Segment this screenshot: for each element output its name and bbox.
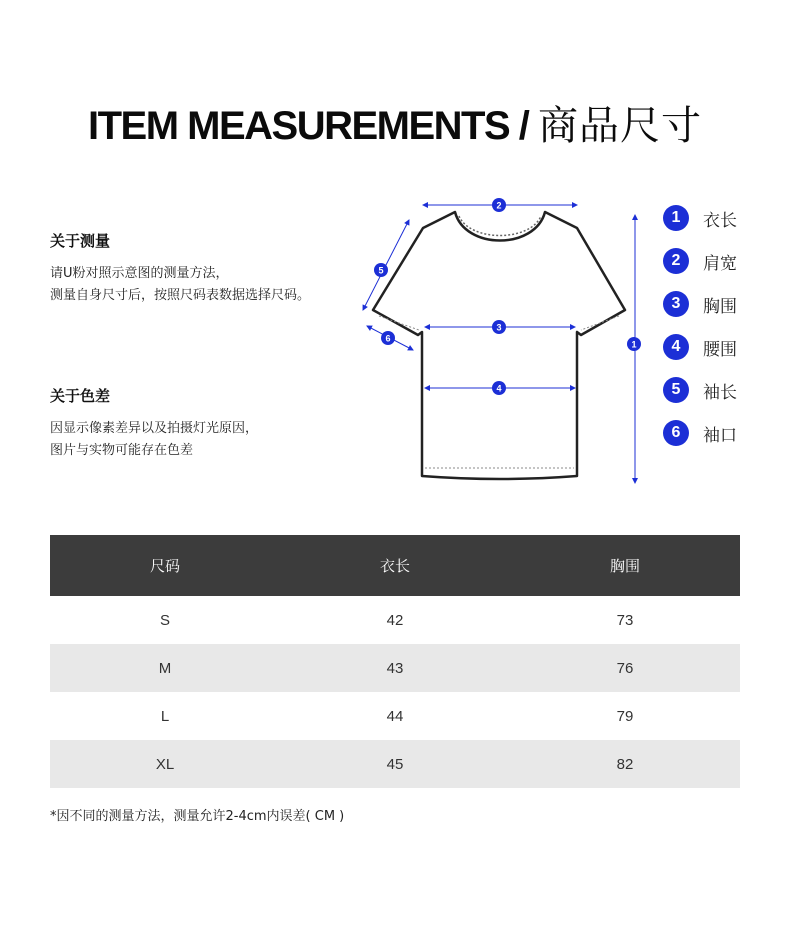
marker-5-label: 5	[378, 265, 384, 276]
legend-item	[663, 377, 737, 403]
marker-3	[492, 320, 506, 334]
table-cell: 82	[616, 755, 634, 773]
legend-number-badge: 6	[663, 420, 689, 446]
table-header-row	[50, 535, 740, 596]
marker-3-label: 3	[496, 322, 502, 333]
legend-item	[663, 248, 737, 274]
table-cell: 42	[386, 611, 404, 629]
table-cell: XL	[155, 755, 175, 773]
table-cell: 43	[386, 659, 404, 677]
legend-number-badge: 3	[663, 291, 689, 317]
column-header-length: 衣长	[379, 557, 410, 575]
marker-5	[374, 263, 388, 277]
legend-item	[663, 420, 737, 446]
marker-1-label: 1	[631, 339, 637, 350]
measure-note	[50, 230, 370, 307]
table-row	[50, 596, 740, 644]
table-row	[50, 740, 740, 788]
title-en: ITEM MEASUREMENTS /	[87, 104, 529, 148]
tshirt-diagram	[355, 190, 645, 490]
table-row	[50, 692, 740, 740]
color-note	[50, 385, 370, 462]
table-cell: 73	[616, 611, 634, 629]
column-header-size: 尺码	[149, 557, 180, 575]
table-row	[50, 644, 740, 692]
color-note-heading: 关于色差	[50, 387, 111, 405]
tshirt-svg	[355, 190, 645, 490]
measure-note-line: 测量自身尺寸后，按照尺码表数据选择尺码。	[50, 288, 311, 303]
legend-label: 袖口	[703, 425, 737, 446]
legend-number-badge: 4	[663, 334, 689, 360]
legend-label: 袖长	[703, 382, 737, 403]
color-note-line: 图片与实物可能存在色差	[50, 443, 194, 458]
size-table	[50, 535, 740, 788]
table-cell: S	[159, 611, 170, 629]
table-cell: 79	[616, 707, 634, 725]
table-cell: 76	[616, 659, 634, 677]
legend-label: 衣长	[703, 210, 737, 231]
legend-number-badge: 2	[663, 248, 689, 274]
measure-note-line: 请U粉对照示意图的测量方法，	[50, 266, 229, 281]
legend-label: 腰围	[703, 339, 737, 360]
marker-6	[381, 331, 395, 345]
legend-item	[663, 334, 737, 360]
legend-item	[663, 291, 737, 317]
legend-label: 肩宽	[703, 253, 737, 274]
color-note-line: 因显示像素差异以及拍摄灯光原因，	[50, 421, 259, 436]
table-cell: 44	[386, 707, 404, 725]
title-cn: 商品尺寸	[538, 104, 703, 148]
measurement-legend	[663, 205, 737, 463]
marker-2-label: 2	[496, 200, 502, 211]
legend-number-badge: 1	[663, 205, 689, 231]
column-header-chest: 胸围	[609, 557, 640, 575]
table-cell: M	[158, 659, 172, 677]
legend-label: 胸围	[703, 296, 737, 317]
marker-1	[627, 337, 641, 351]
marker-4-label: 4	[496, 383, 502, 394]
table-cell: L	[160, 707, 170, 725]
legend-number-badge: 5	[663, 377, 689, 403]
measure-note-heading: 关于测量	[50, 232, 111, 250]
legend-item	[663, 205, 737, 231]
marker-2	[492, 198, 506, 212]
marker-4	[492, 381, 506, 395]
page-title	[0, 94, 790, 151]
tshirt-outline	[373, 212, 625, 479]
table-cell: 45	[386, 755, 404, 773]
footnote: *因不同的测量方法，测量允许2-4cm内误差( CM )	[50, 809, 345, 824]
marker-6-label: 6	[385, 333, 391, 344]
